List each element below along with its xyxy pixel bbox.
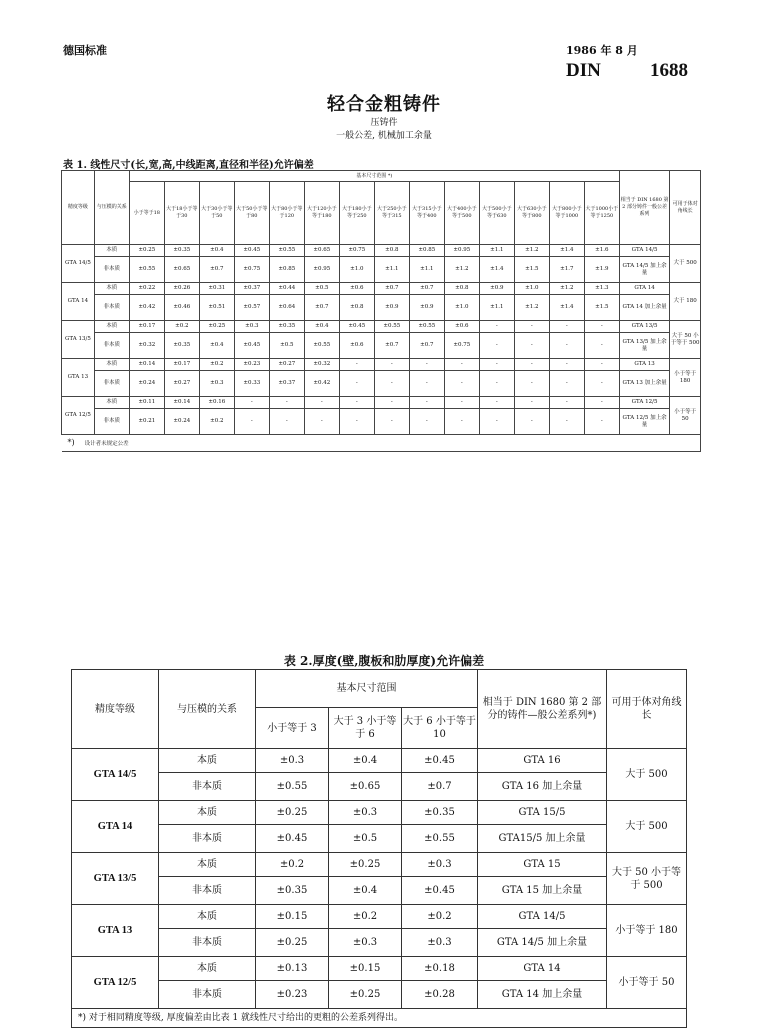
t1-value: ±0.8 <box>339 295 374 321</box>
t1-value: - <box>409 371 444 397</box>
t1-value: ±1.4 <box>549 245 584 257</box>
t2-value: ±0.13 <box>256 957 329 981</box>
t1-value: ±1.2 <box>514 295 549 321</box>
t1-range-col: 大于80小于等于120 <box>269 182 304 245</box>
t1-value: - <box>584 397 619 409</box>
t1-value: - <box>339 397 374 409</box>
t2-header-range: 基本尺寸范围 <box>256 670 478 708</box>
t1-value: ±0.32 <box>129 333 164 359</box>
t2-value: ±0.25 <box>256 801 329 825</box>
t2-equivalent: GTA 16 <box>478 749 607 773</box>
t2-relation: 本质 <box>159 853 256 877</box>
t1-value: ±0.5 <box>304 283 339 295</box>
t1-relation: 本质 <box>94 397 129 409</box>
t1-value: ±1.0 <box>514 283 549 295</box>
t2-value: ±0.55 <box>402 825 478 853</box>
t1-range-col: 大于400小于等于500 <box>444 182 479 245</box>
t1-value: ±0.57 <box>234 295 269 321</box>
t1-value: ±1.9 <box>584 257 619 283</box>
t2-value: ±0.2 <box>256 853 329 877</box>
t2-diagonal: 小于等于 50 <box>607 957 687 1009</box>
t2-grade: GTA 14/5 <box>72 749 159 801</box>
t2-value: ±0.7 <box>402 773 478 801</box>
t1-value: ±1.6 <box>584 245 619 257</box>
t1-value: ±0.55 <box>374 321 409 333</box>
t1-value: - <box>479 397 514 409</box>
t1-range-col: 大于315小于等于400 <box>409 182 444 245</box>
t1-value: ±1.4 <box>479 257 514 283</box>
t1-value: ±0.6 <box>339 283 374 295</box>
t1-value: ±0.9 <box>374 295 409 321</box>
t1-value: ±0.16 <box>199 397 234 409</box>
t1-grade: GTA 13/5 <box>62 321 95 359</box>
t1-value: ±0.46 <box>164 295 199 321</box>
t2-equivalent: GTA 14/5 <box>478 905 607 929</box>
t1-value: ±0.8 <box>444 283 479 295</box>
t2-range-col: 大于 3 小于等于 6 <box>329 708 402 749</box>
t1-value: ±0.37 <box>234 283 269 295</box>
t2-value: ±0.15 <box>256 905 329 929</box>
t1-value: ±0.4 <box>199 245 234 257</box>
t1-range-col: 大于630小于等于800 <box>514 182 549 245</box>
t1-equivalent: GTA 13 <box>619 359 669 371</box>
t1-value: - <box>234 409 269 435</box>
t2-value: ±0.28 <box>402 981 478 1009</box>
t1-equivalent: GTA 12/5 加上余量 <box>619 409 669 435</box>
t2-diagonal: 小于等于 180 <box>607 905 687 957</box>
table1 <box>61 170 701 452</box>
t1-value: ±0.37 <box>269 371 304 397</box>
t2-note: *) 对于相同精度等级, 厚度偏差由比表 1 就线性尺寸给出的更粗的公差系列得出。 <box>72 1009 687 1028</box>
t1-value: - <box>409 359 444 371</box>
t1-value: ±0.65 <box>304 245 339 257</box>
t1-value: ±1.5 <box>584 295 619 321</box>
t1-value: ±0.65 <box>164 257 199 283</box>
t1-value: - <box>444 409 479 435</box>
t2-value: ±0.45 <box>402 749 478 773</box>
t2-range-col: 大于 6 小于等于 10 <box>402 708 478 749</box>
t1-value: - <box>514 397 549 409</box>
t2-value: ±0.65 <box>329 773 402 801</box>
t1-value: ±0.35 <box>164 333 199 359</box>
t1-value: - <box>444 397 479 409</box>
table2-caption: 表 2.厚度(壁,腹板和肋厚度)允许偏差 <box>283 654 485 668</box>
t2-range-col: 小于等于 3 <box>256 708 329 749</box>
t1-value: ±0.3 <box>199 371 234 397</box>
t1-value: ±0.7 <box>409 333 444 359</box>
t1-equivalent: GTA 14 加上余量 <box>619 295 669 321</box>
t1-value: ±0.64 <box>269 295 304 321</box>
table2 <box>71 669 687 1028</box>
t1-value: ±0.45 <box>339 321 374 333</box>
t1-range-col: 大于250小于等于315 <box>374 182 409 245</box>
t1-diagonal: 大于 50 小于等于 500 <box>670 321 701 359</box>
t1-value: ±1.1 <box>479 295 514 321</box>
t2-relation: 非本质 <box>159 773 256 801</box>
t1-value: - <box>374 409 409 435</box>
t1-grade: GTA 14 <box>62 283 95 321</box>
t1-value: - <box>479 359 514 371</box>
t1-value: ±0.55 <box>269 245 304 257</box>
t1-relation: 非本质 <box>94 257 129 283</box>
t2-value: ±0.18 <box>402 957 478 981</box>
t1-value: ±0.6 <box>444 321 479 333</box>
t2-relation: 非本质 <box>159 877 256 905</box>
t1-value: ±0.22 <box>129 283 164 295</box>
t2-grade: GTA 13 <box>72 905 159 957</box>
t1-value: ±0.9 <box>409 295 444 321</box>
t2-relation: 本质 <box>159 749 256 773</box>
t1-diagonal: 小于等于 50 <box>670 397 701 435</box>
t2-grade: GTA 14 <box>72 801 159 853</box>
t2-header-equivalent: 相当于 DIN 1680 第 2 部分的铸件—般公差系列*) <box>478 670 607 749</box>
t1-value: ±0.21 <box>129 409 164 435</box>
t1-grade: GTA 14/5 <box>62 245 95 283</box>
t1-value: - <box>584 333 619 359</box>
table1-caption: 表 1. 线性尺寸(长,宽,高,中线距离,直径和半径)允许偏差 <box>63 160 314 171</box>
t2-relation: 本质 <box>159 957 256 981</box>
t1-value: ±0.42 <box>304 371 339 397</box>
t1-value: - <box>479 321 514 333</box>
t1-value: ±0.55 <box>129 257 164 283</box>
t1-value: - <box>304 409 339 435</box>
t1-value: - <box>514 333 549 359</box>
t1-value: - <box>374 397 409 409</box>
t1-value: ±0.7 <box>374 333 409 359</box>
t2-value: ±0.45 <box>402 877 478 905</box>
t1-value: ±1.3 <box>584 283 619 295</box>
t2-value: ±0.4 <box>329 749 402 773</box>
t1-value: ±0.35 <box>269 321 304 333</box>
t2-equivalent: GTA 15 <box>478 853 607 877</box>
t1-value: - <box>409 409 444 435</box>
t1-value: ±0.26 <box>164 283 199 295</box>
t2-value: ±0.45 <box>256 825 329 853</box>
t1-value: ±0.51 <box>199 295 234 321</box>
document-title: 轻合金粗铸件 <box>327 94 441 115</box>
t2-value: ±0.25 <box>256 929 329 957</box>
t1-value: - <box>479 409 514 435</box>
t2-equivalent: GTA 15 加上余量 <box>478 877 607 905</box>
t1-value: ±0.2 <box>199 359 234 371</box>
t1-value: ±0.44 <box>269 283 304 295</box>
t1-relation: 非本质 <box>94 371 129 397</box>
t1-value: ±0.95 <box>304 257 339 283</box>
t1-equivalent: GTA 13 加上余量 <box>619 371 669 397</box>
t2-relation: 本质 <box>159 905 256 929</box>
t2-value: ±0.4 <box>329 877 402 905</box>
t2-header-diagonal: 可用于体对角线长 <box>607 670 687 749</box>
t1-value: ±1.2 <box>444 257 479 283</box>
t1-value: ±1.2 <box>549 283 584 295</box>
t1-note <box>62 435 701 452</box>
t1-value: ±0.45 <box>234 245 269 257</box>
t1-range-col: 大于120小于等于180 <box>304 182 339 245</box>
t1-value: ±0.7 <box>304 295 339 321</box>
t1-value: - <box>549 321 584 333</box>
t2-diagonal: 大于 500 <box>607 749 687 801</box>
t1-value: ±0.75 <box>234 257 269 283</box>
t1-value: - <box>549 333 584 359</box>
t1-value: ±0.85 <box>269 257 304 283</box>
t1-value: - <box>339 359 374 371</box>
t2-equivalent: GTA 16 加上余量 <box>478 773 607 801</box>
t1-range-col: 大于500小于等于630 <box>479 182 514 245</box>
t1-value: - <box>584 409 619 435</box>
t2-relation: 非本质 <box>159 825 256 853</box>
t1-value: ±0.25 <box>129 245 164 257</box>
t1-note-mark: *) <box>67 437 75 447</box>
header-din-number: 1688 <box>650 60 688 81</box>
document-subtitle: 压铸件 <box>370 118 398 128</box>
t1-range-col: 大于18小于等于30 <box>164 182 199 245</box>
t1-header-relation: 与压模的关系 <box>94 171 129 245</box>
t2-value: ±0.25 <box>329 981 402 1009</box>
t1-value: - <box>584 359 619 371</box>
t1-value: - <box>444 359 479 371</box>
t1-range-col: 小于等于18 <box>129 182 164 245</box>
t1-value: ±0.75 <box>444 333 479 359</box>
t2-value: ±0.35 <box>402 801 478 825</box>
t1-value: ±0.2 <box>199 409 234 435</box>
t1-value: ±1.1 <box>409 257 444 283</box>
t1-value: ±0.75 <box>339 245 374 257</box>
t1-value: ±0.8 <box>374 245 409 257</box>
t1-header-diagonal: 可用于体对角线长 <box>670 171 701 245</box>
t1-range-col: 大于50小于等于80 <box>234 182 269 245</box>
t1-header-equivalent: 相当于 DIN 1680 第 2 部分铸件一般公差系列 <box>619 171 669 245</box>
t1-range-col: 大于800小于等于1000 <box>549 182 584 245</box>
t1-value: - <box>409 397 444 409</box>
t1-diagonal: 小于等于 180 <box>670 359 701 397</box>
t1-value: - <box>269 397 304 409</box>
t1-value: ±0.35 <box>164 245 199 257</box>
t1-equivalent: GTA 13/5 加上余量 <box>619 333 669 359</box>
t2-value: ±0.23 <box>256 981 329 1009</box>
t2-value: ±0.3 <box>402 853 478 877</box>
t1-relation: 非本质 <box>94 409 129 435</box>
t1-diagonal: 大于 180 <box>670 283 701 321</box>
t1-value: ±0.27 <box>164 371 199 397</box>
t2-relation: 本质 <box>159 801 256 825</box>
t1-header-grade: 精度等级 <box>62 171 95 245</box>
t1-relation: 非本质 <box>94 333 129 359</box>
t1-value: ±0.14 <box>129 359 164 371</box>
t2-equivalent: GTA 14 <box>478 957 607 981</box>
t1-relation: 本质 <box>94 283 129 295</box>
t2-header-relation: 与压模的关系 <box>159 670 256 749</box>
t1-equivalent: GTA 12/5 <box>619 397 669 409</box>
t1-note-text: 设计者未规定公差 <box>84 440 129 447</box>
t1-value: ±1.5 <box>514 257 549 283</box>
t1-value: ±0.25 <box>199 321 234 333</box>
t1-equivalent: GTA 14 <box>619 283 669 295</box>
t1-value: - <box>584 321 619 333</box>
t1-value: - <box>549 359 584 371</box>
t1-value: - <box>374 371 409 397</box>
t1-value: - <box>514 371 549 397</box>
t1-value: ±0.17 <box>129 321 164 333</box>
t1-value: ±0.4 <box>199 333 234 359</box>
t1-relation: 非本质 <box>94 295 129 321</box>
t2-equivalent: GTA 15/5 <box>478 801 607 825</box>
t1-value: ±1.2 <box>514 245 549 257</box>
t1-value: ±0.3 <box>234 321 269 333</box>
t1-value: ±0.2 <box>164 321 199 333</box>
t1-value: ±1.0 <box>339 257 374 283</box>
t1-header-range: 基本尺寸范围 *) <box>129 171 619 182</box>
t1-value: ±1.1 <box>374 257 409 283</box>
t2-value: ±0.55 <box>256 773 329 801</box>
t1-equivalent: GTA 13/5 <box>619 321 669 333</box>
t1-value: - <box>514 409 549 435</box>
t1-value: ±1.0 <box>444 295 479 321</box>
t1-value: - <box>444 371 479 397</box>
t1-value: ±0.42 <box>129 295 164 321</box>
t1-range-col: 大于1000小于等于1250 <box>584 182 619 245</box>
t1-value: ±0.55 <box>409 321 444 333</box>
t2-value: ±0.35 <box>256 877 329 905</box>
t1-value: - <box>339 371 374 397</box>
t1-value: ±0.85 <box>409 245 444 257</box>
t1-grade: GTA 12/5 <box>62 397 95 435</box>
t1-value: - <box>584 371 619 397</box>
t1-value: ±0.14 <box>164 397 199 409</box>
t1-value: - <box>514 321 549 333</box>
t1-range-col: 大于180小于等于250 <box>339 182 374 245</box>
t2-value: ±0.2 <box>402 905 478 929</box>
t2-diagonal: 大于 50 小于等于 500 <box>607 853 687 905</box>
t2-diagonal: 大于 500 <box>607 801 687 853</box>
t1-equivalent: GTA 14/5 <box>619 245 669 257</box>
t2-value: ±0.3 <box>256 749 329 773</box>
t2-grade: GTA 13/5 <box>72 853 159 905</box>
t1-value: ±0.11 <box>129 397 164 409</box>
t1-value: ±1.7 <box>549 257 584 283</box>
header-standard-label: 德国标准 <box>63 44 107 57</box>
t1-value: - <box>479 371 514 397</box>
t1-value: ±0.55 <box>304 333 339 359</box>
t1-value: ±1.1 <box>479 245 514 257</box>
t1-value: ±0.27 <box>269 359 304 371</box>
t2-header-grade: 精度等级 <box>72 670 159 749</box>
t1-value: ±0.31 <box>199 283 234 295</box>
t1-value: ±0.7 <box>374 283 409 295</box>
t1-value: ±0.7 <box>199 257 234 283</box>
t1-value: - <box>304 397 339 409</box>
t1-grade: GTA 13 <box>62 359 95 397</box>
t2-value: ±0.3 <box>329 929 402 957</box>
t2-equivalent: GTA 14 加上余量 <box>478 981 607 1009</box>
t2-equivalent: GTA 14/5 加上余量 <box>478 929 607 957</box>
t1-range-col: 大于30小于等于50 <box>199 182 234 245</box>
t2-value: ±0.25 <box>329 853 402 877</box>
t1-relation: 本质 <box>94 359 129 371</box>
t1-value: ±0.24 <box>129 371 164 397</box>
t1-equivalent: GTA 14/5 加上余量 <box>619 257 669 283</box>
t1-value: ±0.5 <box>269 333 304 359</box>
t1-value: ±0.17 <box>164 359 199 371</box>
t2-grade: GTA 12/5 <box>72 957 159 1009</box>
t1-value: ±0.32 <box>304 359 339 371</box>
t1-value: ±0.6 <box>339 333 374 359</box>
t1-value: - <box>269 409 304 435</box>
t1-diagonal: 大于 500 <box>670 245 701 283</box>
t2-equivalent: GTA15/5 加上余量 <box>478 825 607 853</box>
t1-relation: 本质 <box>94 321 129 333</box>
t1-value: ±0.24 <box>164 409 199 435</box>
t1-value: ±0.45 <box>234 333 269 359</box>
t2-value: ±0.15 <box>329 957 402 981</box>
t2-value: ±0.2 <box>329 905 402 929</box>
document-subtitle-2: 一般公差, 机械加工余量 <box>336 131 432 141</box>
t2-value: ±0.5 <box>329 825 402 853</box>
t2-relation: 非本质 <box>159 929 256 957</box>
t1-value: - <box>549 409 584 435</box>
header-din: DIN <box>566 60 601 81</box>
t1-value: ±1.4 <box>549 295 584 321</box>
t2-relation: 非本质 <box>159 981 256 1009</box>
header-date: 1986 年 8 月 <box>566 44 638 57</box>
t1-value: - <box>339 409 374 435</box>
t1-value: - <box>549 371 584 397</box>
t1-value: - <box>514 359 549 371</box>
t1-relation: 本质 <box>94 245 129 257</box>
t1-value: ±0.23 <box>234 359 269 371</box>
t1-value: - <box>234 397 269 409</box>
t1-value: - <box>374 359 409 371</box>
t1-value: ±0.33 <box>234 371 269 397</box>
t2-value: ±0.3 <box>329 801 402 825</box>
t1-value: - <box>549 397 584 409</box>
t2-value: ±0.3 <box>402 929 478 957</box>
t1-value: ±0.95 <box>444 245 479 257</box>
t1-value: - <box>479 333 514 359</box>
t1-value: ±0.7 <box>409 283 444 295</box>
t1-value: ±0.4 <box>304 321 339 333</box>
t1-value: ±0.9 <box>479 283 514 295</box>
